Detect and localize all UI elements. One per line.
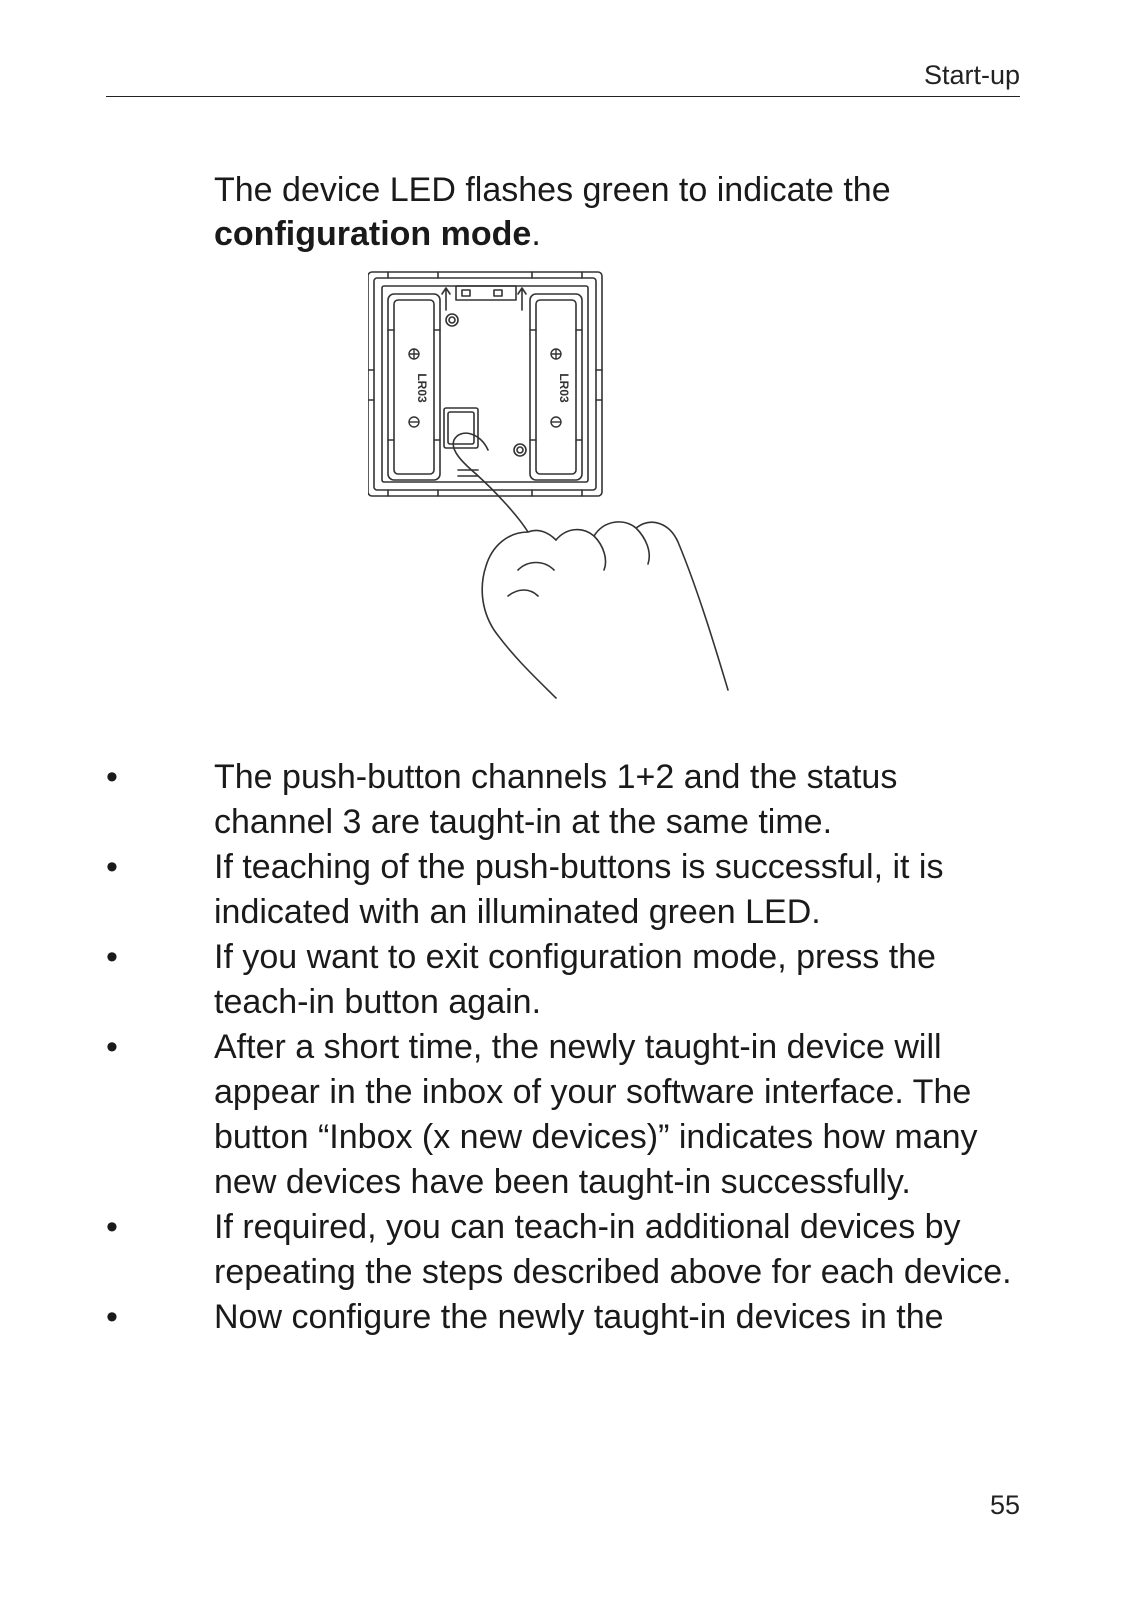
- intro-bold-text: configuration mode: [214, 215, 532, 253]
- intro-text-end: .: [531, 215, 541, 253]
- list-item-text: Now configure the newly taught-in devices in the: [214, 1298, 944, 1336]
- list-item: [106, 1025, 1020, 1205]
- section-title: Start-up: [923, 60, 1020, 90]
- bullet-symbol: •: [106, 758, 118, 796]
- list-item: [106, 935, 1020, 1025]
- list-item-text: If you want to exit configuration mode, press the teach-in button again.: [214, 938, 936, 1021]
- bullet-symbol: •: [106, 1028, 118, 1066]
- list-item: [106, 1295, 1020, 1340]
- list-item: [106, 845, 1020, 935]
- page-header: [106, 58, 1020, 97]
- intro-text: The device LED flashes green to indicate the: [214, 171, 891, 209]
- list-item: [106, 1205, 1020, 1295]
- bullet-symbol: •: [106, 938, 118, 976]
- instruction-list: [106, 755, 1020, 1340]
- list-item-text: If teaching of the push-buttons is successful, it is indicated with an illuminated green LED.: [214, 848, 944, 931]
- list-item-text: After a short time, the newly taught-in device will appear in the inbox of your software interface. The button “Inbox (x new devices)” indicates how many new devices have been taught-in successfully.: [214, 1028, 978, 1201]
- hand-pressing-button-icon: [368, 270, 768, 710]
- list-item: [106, 755, 1020, 845]
- bullet-symbol: •: [106, 1208, 118, 1246]
- battery-label-right: LR03: [557, 373, 571, 403]
- intro-paragraph: [214, 168, 1014, 256]
- list-item-text: If required, you can teach-in additional devices by repeating the steps described above for each device.: [214, 1208, 1012, 1291]
- bullet-symbol: •: [106, 848, 118, 886]
- bullet-symbol: •: [106, 1298, 118, 1336]
- list-item-text: The push-button channels 1+2 and the status channel 3 are taught-in at the same time.: [214, 758, 898, 841]
- battery-label-left: LR03: [415, 373, 429, 403]
- device-illustration: [368, 270, 768, 710]
- page-number: 55: [989, 1490, 1020, 1520]
